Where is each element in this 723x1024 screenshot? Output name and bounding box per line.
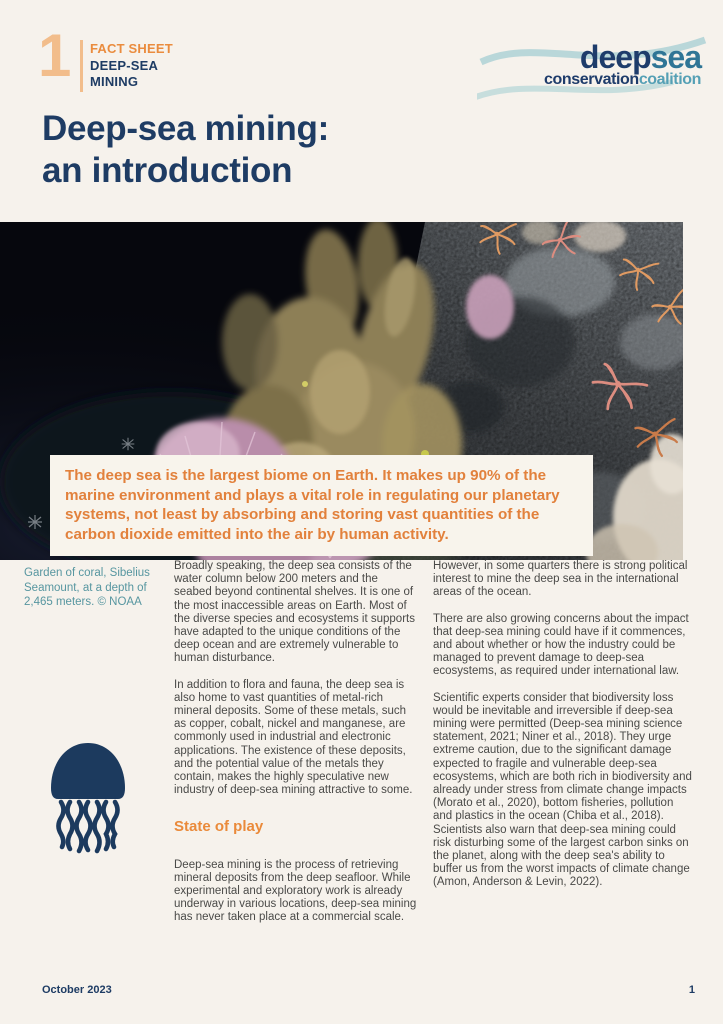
kicker-line-3: MINING (90, 74, 139, 89)
kicker-line-1: FACT SHEET (90, 41, 173, 56)
paragraph-intro-2: In addition to flora and fauna, the deep sea is also home to vast quantities of metal-rich mineral deposits. Some of these metals, such as copper, cobalt, nickel and manganese, are commonly used in industrial and electronic applications. The existence of these deposits, and the potential value of the metals they contain, makes the highly speculative new industry of deep-sea mining attractive to some. (174, 678, 413, 797)
paragraph-state-of-play-1: Deep-sea mining is the process of retrieving mineral deposits from the deep seafloor. While experimental and exploratory work is already underway in various locations, deep-sea mining has never taken place at a commercial scale. (174, 858, 417, 924)
photo-caption: Garden of coral, Sibelius Seamount, at a depth of 2,465 meters. © NOAA (24, 567, 150, 608)
footer-date: October 2023 (42, 984, 112, 996)
body-column-middle (174, 560, 417, 938)
section-heading-state-of-play: State of play (174, 818, 264, 836)
logo-line-coalition (544, 72, 701, 88)
page-title-line-1: Deep-sea mining: (42, 109, 329, 148)
paragraph-right-1: However, in some quarters there is strong political interest to mine the deep sea in the international areas of the ocean. (433, 560, 688, 599)
paragraph-intro-1: Broadly speaking, the deep sea consists of the water column below 200 meters and the seabed beyond continental shelves. It is one of the most inaccessible areas on Earth. Most of the diverse species and ecosystems it supports have adapted to the unique conditions of the deep ocean and are extremely vulnerable to human disturbance. (174, 560, 415, 665)
body-column-right (433, 560, 692, 903)
page-title (42, 108, 329, 192)
page-title-line-2: an introduction (42, 151, 293, 190)
logo-line-deepsea (544, 39, 701, 75)
logo-text (544, 39, 701, 88)
paragraph-right-3: Scientific experts consider that biodiversity loss would be inevitable and irreversible if deep-sea mining were permitted (Deep-sea mining science statement, 2021; Niner et al., 2018). They urge extreme caution, due to the significant damage expected to fragile and vulnerable deep-sea ecosystems, which are both rich in biodiversity and already under stress from climate change impacts (Morato et al., 2020), bottom fisheries, pollution and plastics in the ocean (Chiba et al., 2018). Scientists also warn that deep-sea mining could risk disturbing some of the largest carbon sinks on the planet, along with the deep sea's ability to buffer us from the worst impacts of climate change (Amon, Anderson & Levin, 2022). (433, 691, 692, 889)
footer-page-number: 1 (688, 984, 695, 996)
issue-number: 1 (38, 22, 72, 89)
logo-word-coalition: coalition (638, 71, 701, 88)
kicker-line-2: DEEP-SEA (90, 57, 159, 73)
highlight-quote-box: The deep sea is the largest biome on Earth. It makes up 90% of the marine environment and plays a vital role in regulating our planetary systems, not least by absorbing and storing vast quantities of the carbon dioxide emitted into the air by human activity. (50, 455, 593, 556)
paragraph-right-2: There are also growing concerns about the impact that deep-sea mining could have if it commences, and about whether or how the industry could be managed to prevent damage to deep-sea ecosystems, as required under international law. (433, 612, 689, 678)
organization-logo (477, 32, 707, 110)
logo-word-sea: sea (650, 39, 701, 75)
jellyfish-icon (44, 738, 132, 858)
logo-word-conservation: conservation (544, 71, 639, 88)
kicker-divider (80, 40, 83, 92)
hero-photo (0, 222, 683, 560)
logo-word-deep: deep (579, 39, 651, 75)
kicker-block (90, 41, 173, 91)
